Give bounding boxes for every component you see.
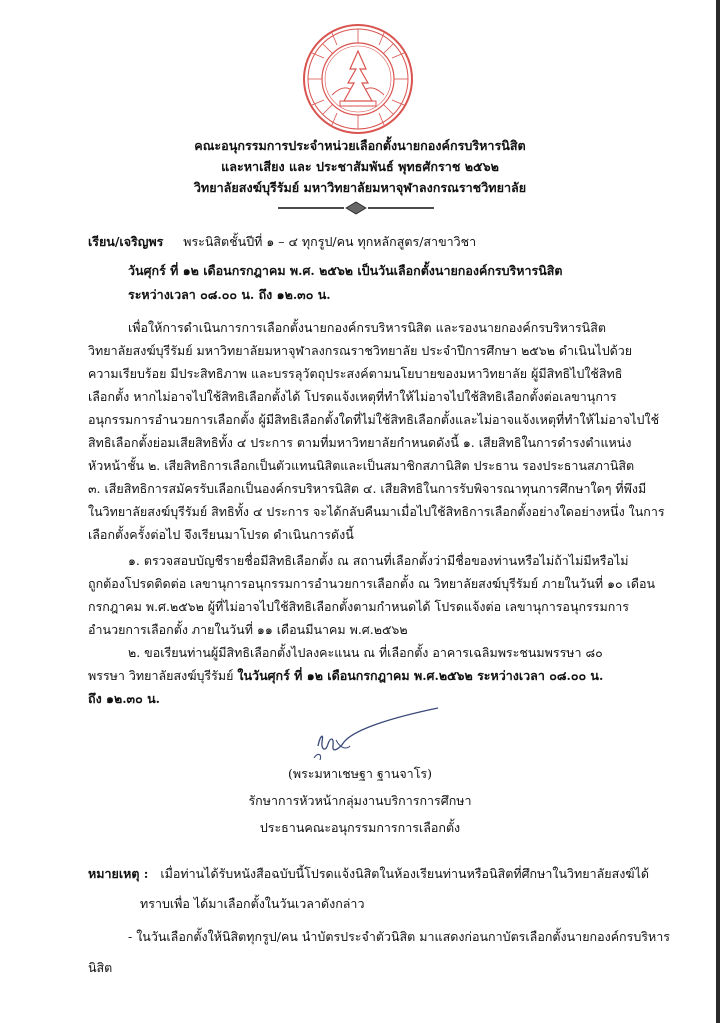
- salutation: [88, 234, 476, 250]
- paragraph-line: สิทธิเลือกตั้งย่อมเสียสิทธิทั้ง ๔ ประการ ตามที่มหาวิทยาลัยกำหนดดังนี้ ๑. เสียสิทธิในการดำรงตำแหน่ง: [88, 435, 632, 450]
- item-2-location: พรรษา วิทยาลัยสงฆ์บุรีรัมย์: [88, 668, 238, 683]
- university-seal-logo: [302, 23, 414, 135]
- item-2-end-time: ถึง ๑๒.๓๐ น.: [88, 691, 160, 706]
- signatory-name: (พระมหาเชษฐา ฐานจาโร): [287, 766, 433, 781]
- page-edge-border: [716, 0, 720, 1023]
- item-1-line: ถูกต้องโปรดติดต่อ เลขานุการอนุกรรมการอำนวยการเลือกตั้ง ณ วิทยาลัยสงฆ์บุรีรัมย์ ภายในวันที่ ๑๐ เดือน: [88, 576, 656, 591]
- paragraph-line: ในวิทยาลัยสงฆ์บุรีรัมย์ สิทธิทั้ง ๔ ประการ จะได้กลับคืนมาเมื่อไปใช้สิทธิการเลือกตั้งอย่างใดอย่างหนึ่ง ในการ: [88, 504, 665, 519]
- paragraph-line: วิทยาลัยสงฆ์บุรีรัมย์ มหาวิทยาลัยมหาจุฬาลงกรณราชวิทยาลัย ประจำปีการศึกษา ๒๕๖๒ ดำเนินไปด้วย: [88, 343, 633, 358]
- election-time-line: ระหว่างเวลา ๐๘.๐๐ น. ถึง ๑๒.๓๐ น.: [128, 287, 331, 302]
- paragraph-line: ๓. เสียสิทธิการสมัครรับเลือกเป็นองค์กรบริหารนิสิต ๔. เสียสิทธิในการรับพิจารณาทุนการศึกษาใดๆ ที่พึงมี: [88, 481, 647, 496]
- title-line-2: และหาเสียง และ ประชาสัมพันธ์ พุทธศักราช ๒๕๖๒: [221, 159, 499, 174]
- salutation-text: พระนิสิตชั้นปีที่ ๑ – ๔ ทุกรูป/คน ทุกหลักสูตร/สาขาวิชา: [183, 234, 477, 249]
- paragraph-line: เพื่อให้การดำเนินการการเลือกตั้งนายกองค์กรบริหารนิสิต และรองนายกองค์กรบริหารนิสิต: [128, 320, 606, 335]
- signatory-role: ประธานคณะอนุกรรมการการเลือกตั้ง: [259, 820, 461, 835]
- paragraph-line: อนุกรรมการอำนวยการเลือกตั้ง ผู้มีสิทธิเลือกตั้งใดที่ไม่ใช้สิทธิเลือกตั้งและไม่อาจแจ้งเหตุที่ทำให้ไม่อาจไปใช้: [88, 412, 660, 427]
- signatory-position: รักษาการหัวหน้ากลุ่มงานบริการการศึกษา: [248, 793, 472, 808]
- note-line-1: [88, 866, 649, 882]
- title-line-1: คณะอนุกรรมการประจำหน่วยเลือกตั้งนายกองค์กรบริหารนิสิต: [194, 138, 526, 153]
- paragraph-line: หัวหน้าชั้น ๒. เสียสิทธิการเลือกเป็นตัวแทนนิสิตและเป็นสมาชิกสภานิสิต ประธาน รองประธานสภานิสิต: [88, 458, 635, 473]
- ornamental-divider: [276, 200, 436, 216]
- item-2-date-time: ในวันศุกร์ ที่ ๑๒ เดือนกรกฎาคม พ.ศ.๒๕๖๒ ระหว่างเวลา ๐๘.๐๐ น.: [237, 668, 604, 683]
- item-1-line: กรกฎาคม พ.ศ.๒๕๖๒ ผู้ที่ไม่อาจไปใช้สิทธิเลือกตั้งตามกำหนดได้ โปรดแจ้งต่อ เลขานุการอนุกรรมการ: [88, 599, 630, 614]
- paragraph-line: เลือกตั้งครั้งต่อไป จึงเรียนมาโปรด ดำเนินการดังนี้: [88, 527, 354, 542]
- item-1-line: ๑. ตรวจสอบบัญชีรายชื่อมีสิทธิเลือกตั้ง ณ สถานที่เลือกตั้งว่ามีชื่อของท่านหรือไม่ถ้าไม่มีหรือไม่: [128, 553, 629, 568]
- note-label: หมายเหตุ :: [88, 866, 149, 881]
- note-line-3: - ในวันเลือกตั้งให้นิสิตทุกรูป/คน นำบัตรประจำตัวนิสิต มาแสดงก่อนกาบัตรเลือกตั้งนายกองค์กรบริหาร: [128, 929, 670, 944]
- document-title: [140, 135, 580, 198]
- item-2-line: [88, 668, 603, 684]
- note-text: เมื่อท่านได้รับหนังสือฉบับนี้โปรดแจ้งนิสิตในห้องเรียนท่านหรือนิสิตที่ศึกษาในวิทยาลัยสงฆ์ได้: [160, 866, 649, 881]
- paragraph-line: ความเรียบร้อย มีประสิทธิภาพ และบรรลุวัตถุประสงค์ตามนโยบายของมหาวิทยาลัย ผู้มีสิทธิไปใช้สิทธิ: [88, 366, 623, 381]
- item-2-line: ๒. ขอเรียนท่านผู้มีสิทธิเลือกตั้งไปลงคะแนน ณ ที่เลือกตั้ง อาคารเฉลิมพระชนมพรรษา ๘๐: [128, 645, 603, 660]
- salutation-label: เรียน/เจริญพร: [88, 234, 164, 249]
- item-1-line: อำนวยการเลือกตั้ง ภายในวันที่ ๑๑ เดือนมีนาคม พ.ศ.๒๕๖๒: [88, 622, 408, 637]
- note-line-4: นิสิต: [88, 960, 113, 975]
- note-line-2: ทราบเพื่อ ได้มาเลือกตั้งในวันเวลาดังกล่าว: [140, 896, 365, 911]
- paragraph-line: เลือกตั้ง หากไม่อาจไปใช้สิทธิเลือกตั้งได้ โปรดแจ้งเหตุที่ทำให้ไม่อาจไปใช้สิทธิเลือกตั้งต่อเลขานุการ: [88, 389, 617, 404]
- election-date-line: วันศุกร์ ที่ ๑๒ เดือนกรกฎาคม พ.ศ. ๒๕๖๒ เป็นวันเลือกตั้งนายกองค์กรบริหารนิสิต: [128, 263, 563, 278]
- title-line-3: วิทยาลัยสงฆ์บุรีรัมย์ มหาวิทยาลัยมหาจุฬาลงกรณราชวิทยาลัย: [193, 180, 527, 195]
- handwritten-signature: [300, 702, 440, 766]
